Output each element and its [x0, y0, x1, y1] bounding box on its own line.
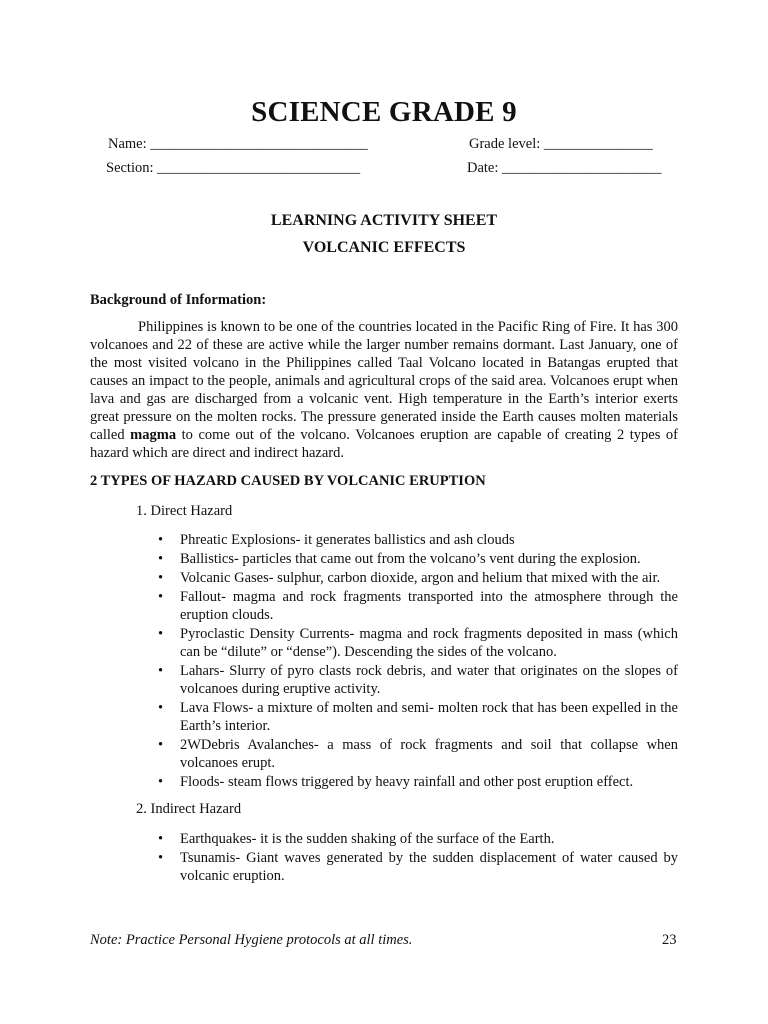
- list-item-text: Ballistics- particles that came out from the volcano’s vent during the explosion.: [180, 551, 641, 567]
- bullet-icon: •: [158, 831, 164, 847]
- bullet-icon: •: [158, 626, 164, 642]
- sheet-heading: LEARNING ACTIVITY SHEET: [270, 212, 498, 229]
- bullet-icon: •: [158, 850, 164, 866]
- list-item: [140, 569, 678, 587]
- list-item-text: Fallout- magma and rock fragments transported into the atmosphere through the eruption clouds.: [180, 589, 678, 623]
- list-item-text: Lahars- Slurry of pyro clasts rock debris, and water that originates on the slopes of volcanoes during eruptive activity.: [180, 663, 678, 697]
- list-item-text: Pyroclastic Density Currents- magma and rock fragments deposited in mass (which can be “dilute” or “dense”). Descending the sides of the volcano.: [180, 626, 678, 660]
- list-item: [140, 550, 678, 568]
- list-item: [140, 736, 678, 772]
- direct-hazard-list: [140, 531, 678, 792]
- page-number: 23: [662, 932, 677, 948]
- list-item: [140, 699, 678, 735]
- list-item: [140, 531, 678, 549]
- indirect-hazard-label: 2. Indirect Hazard: [136, 801, 242, 817]
- list-item-text: Volcanic Gases- sulphur, carbon dioxide, argon and helium that mixed with the air.: [180, 570, 661, 586]
- footer-note: Note: Practice Personal Hygiene protocols at all times.: [90, 932, 413, 948]
- indirect-hazard-list: [140, 830, 678, 886]
- list-item: [140, 773, 678, 791]
- background-heading: Background of Information:: [90, 292, 267, 308]
- list-item-text: 2WDebris Avalanches- a mass of rock fragments and soil that collapse when volcanoes erupt.: [180, 737, 678, 771]
- background-paragraph: [90, 318, 678, 462]
- topic-heading: VOLCANIC EFFECTS: [302, 239, 466, 256]
- page-title: SCIENCE GRADE 9: [251, 96, 517, 128]
- background-text-part2: to come out of the volcano. Volcanoes eruption are capable of creating 2 types of hazard which are direct and indirect hazard.: [90, 427, 678, 461]
- grade-level-field: Grade level: _______________: [469, 136, 653, 152]
- list-item: [140, 830, 678, 848]
- list-item-text: Earthquakes- it is the sudden shaking of the surface of the Earth.: [180, 831, 555, 847]
- list-item: [140, 662, 678, 698]
- list-item: [140, 849, 678, 885]
- bullet-icon: •: [158, 774, 164, 790]
- list-item-text: Phreatic Explosions- it generates ballistics and ash clouds: [180, 532, 515, 548]
- direct-hazard-label: 1. Direct Hazard: [136, 503, 233, 519]
- list-item: [140, 588, 678, 624]
- hazard-types-heading: 2 TYPES OF HAZARD CAUSED BY VOLCANIC ERUPTION: [90, 473, 486, 489]
- bullet-icon: •: [158, 663, 164, 679]
- bullet-icon: •: [158, 551, 164, 567]
- date-field: Date: ______________________: [467, 160, 662, 176]
- list-item-text: Tsunamis- Giant waves generated by the sudden displacement of water caused by volcanic eruption.: [180, 850, 678, 884]
- list-item: [140, 625, 678, 661]
- bullet-icon: •: [158, 532, 164, 548]
- background-text-part1: Philippines is known to be one of the countries located in the Pacific Ring of Fire. It has 300 volcanoes and 22 of these are active while the larger number remains dormant. Last January, one of the most visited volcano in the Philippines called Taal Volcano located in Batangas erupted that causes an impact to the people, animals and agricultural crops of the said area. Volcanoes erupt when lava and gas are discharged from a volcanic vent. High temperature in the Earth’s interior exerts great pressure on the molten rocks. The pressure generated inside the Earth causes molten materials called: [90, 319, 678, 443]
- list-item-text: Lava Flows- a mixture of molten and semi- molten rock that has been expelled in the Earth’s interior.: [180, 700, 678, 734]
- bullet-icon: •: [158, 700, 164, 716]
- magma-keyword: magma: [130, 427, 177, 443]
- name-field: Name: ______________________________: [108, 136, 368, 152]
- bullet-icon: •: [158, 737, 164, 753]
- section-field: Section: ____________________________: [106, 160, 361, 176]
- bullet-icon: •: [158, 589, 164, 605]
- bullet-icon: •: [158, 570, 164, 586]
- list-item-text: Floods- steam flows triggered by heavy rainfall and other post eruption effect.: [180, 774, 634, 790]
